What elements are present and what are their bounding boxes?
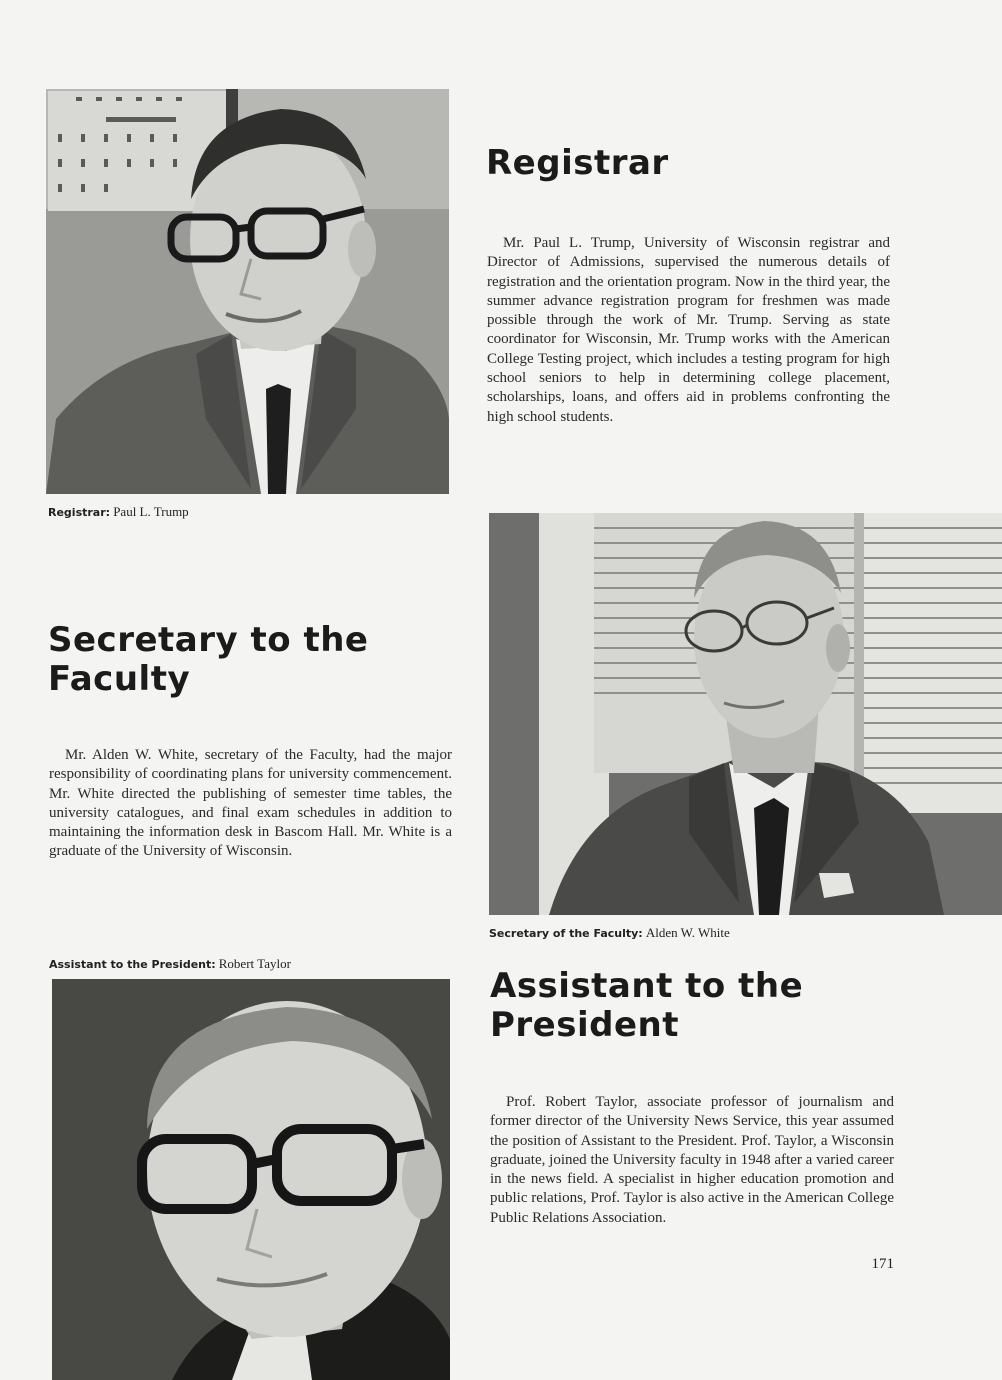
assistant-caption-label: Assistant to the President: (49, 958, 216, 971)
secretary-caption (489, 925, 730, 941)
secretary-caption-name: Alden W. White (645, 925, 730, 940)
assistant-body: Prof. Robert Taylor, associate professor of journalism and former director of the University News Service, this year assumed the position of Assistant to the President. Prof. Taylor, a Wisconsin graduate, joined the University faculty in 1948 after a varied career in the news field. A specialist in higher education promotion and public relations, Prof. Taylor is also active in the American College Public Relations Association. (490, 1094, 894, 1226)
assistant-title-line2: President (490, 1005, 679, 1045)
secretary-photo (489, 513, 1002, 915)
secretary-caption-label: Secretary of the Faculty: (489, 927, 643, 940)
registrar-caption (48, 504, 189, 520)
registrar-caption-name: Paul L. Trump (113, 504, 189, 519)
secretary-body: Mr. Alden W. White, secretary of the Faculty, had the major responsibility of coordinating plans for university commencement. Mr. White directed the publishing of semester time tables, the university catalogues, and final exam schedules in addition to maintaining the information desk in Bascom Hall. Mr. White is a graduate of the University of Wisconsin. (49, 747, 452, 860)
registrar-title: Registrar (486, 143, 669, 183)
secretary-title-line1: Secretary to the (48, 620, 369, 660)
assistant-title-line1: Assistant to the (490, 966, 804, 1006)
registrar-caption-label: Registrar: (48, 506, 111, 519)
assistant-caption (49, 956, 291, 972)
secretary-title-line2: Faculty (48, 659, 191, 699)
registrar-body: Mr. Paul L. Trump, University of Wisconsin registrar and Director of Admissions, supervised the numerous details of registration and the orientation program. Now in the third year, the summer advance registration program for freshmen was made possible through the work of Mr. Trump. Serving as state coordinator for Wisconsin, Mr. Trump works with the American College Testing project, which includes a testing program for high school seniors to help in determining college placement, scholarships, loans, and offers aid in problems confronting the high school students. (487, 235, 890, 425)
assistant-caption-name: Robert Taylor (218, 956, 291, 971)
assistant-photo (52, 979, 450, 1380)
secretary-title (48, 621, 368, 699)
assistant-title (490, 967, 803, 1045)
registrar-photo (46, 89, 449, 494)
page-number: 171 (871, 1256, 894, 1272)
